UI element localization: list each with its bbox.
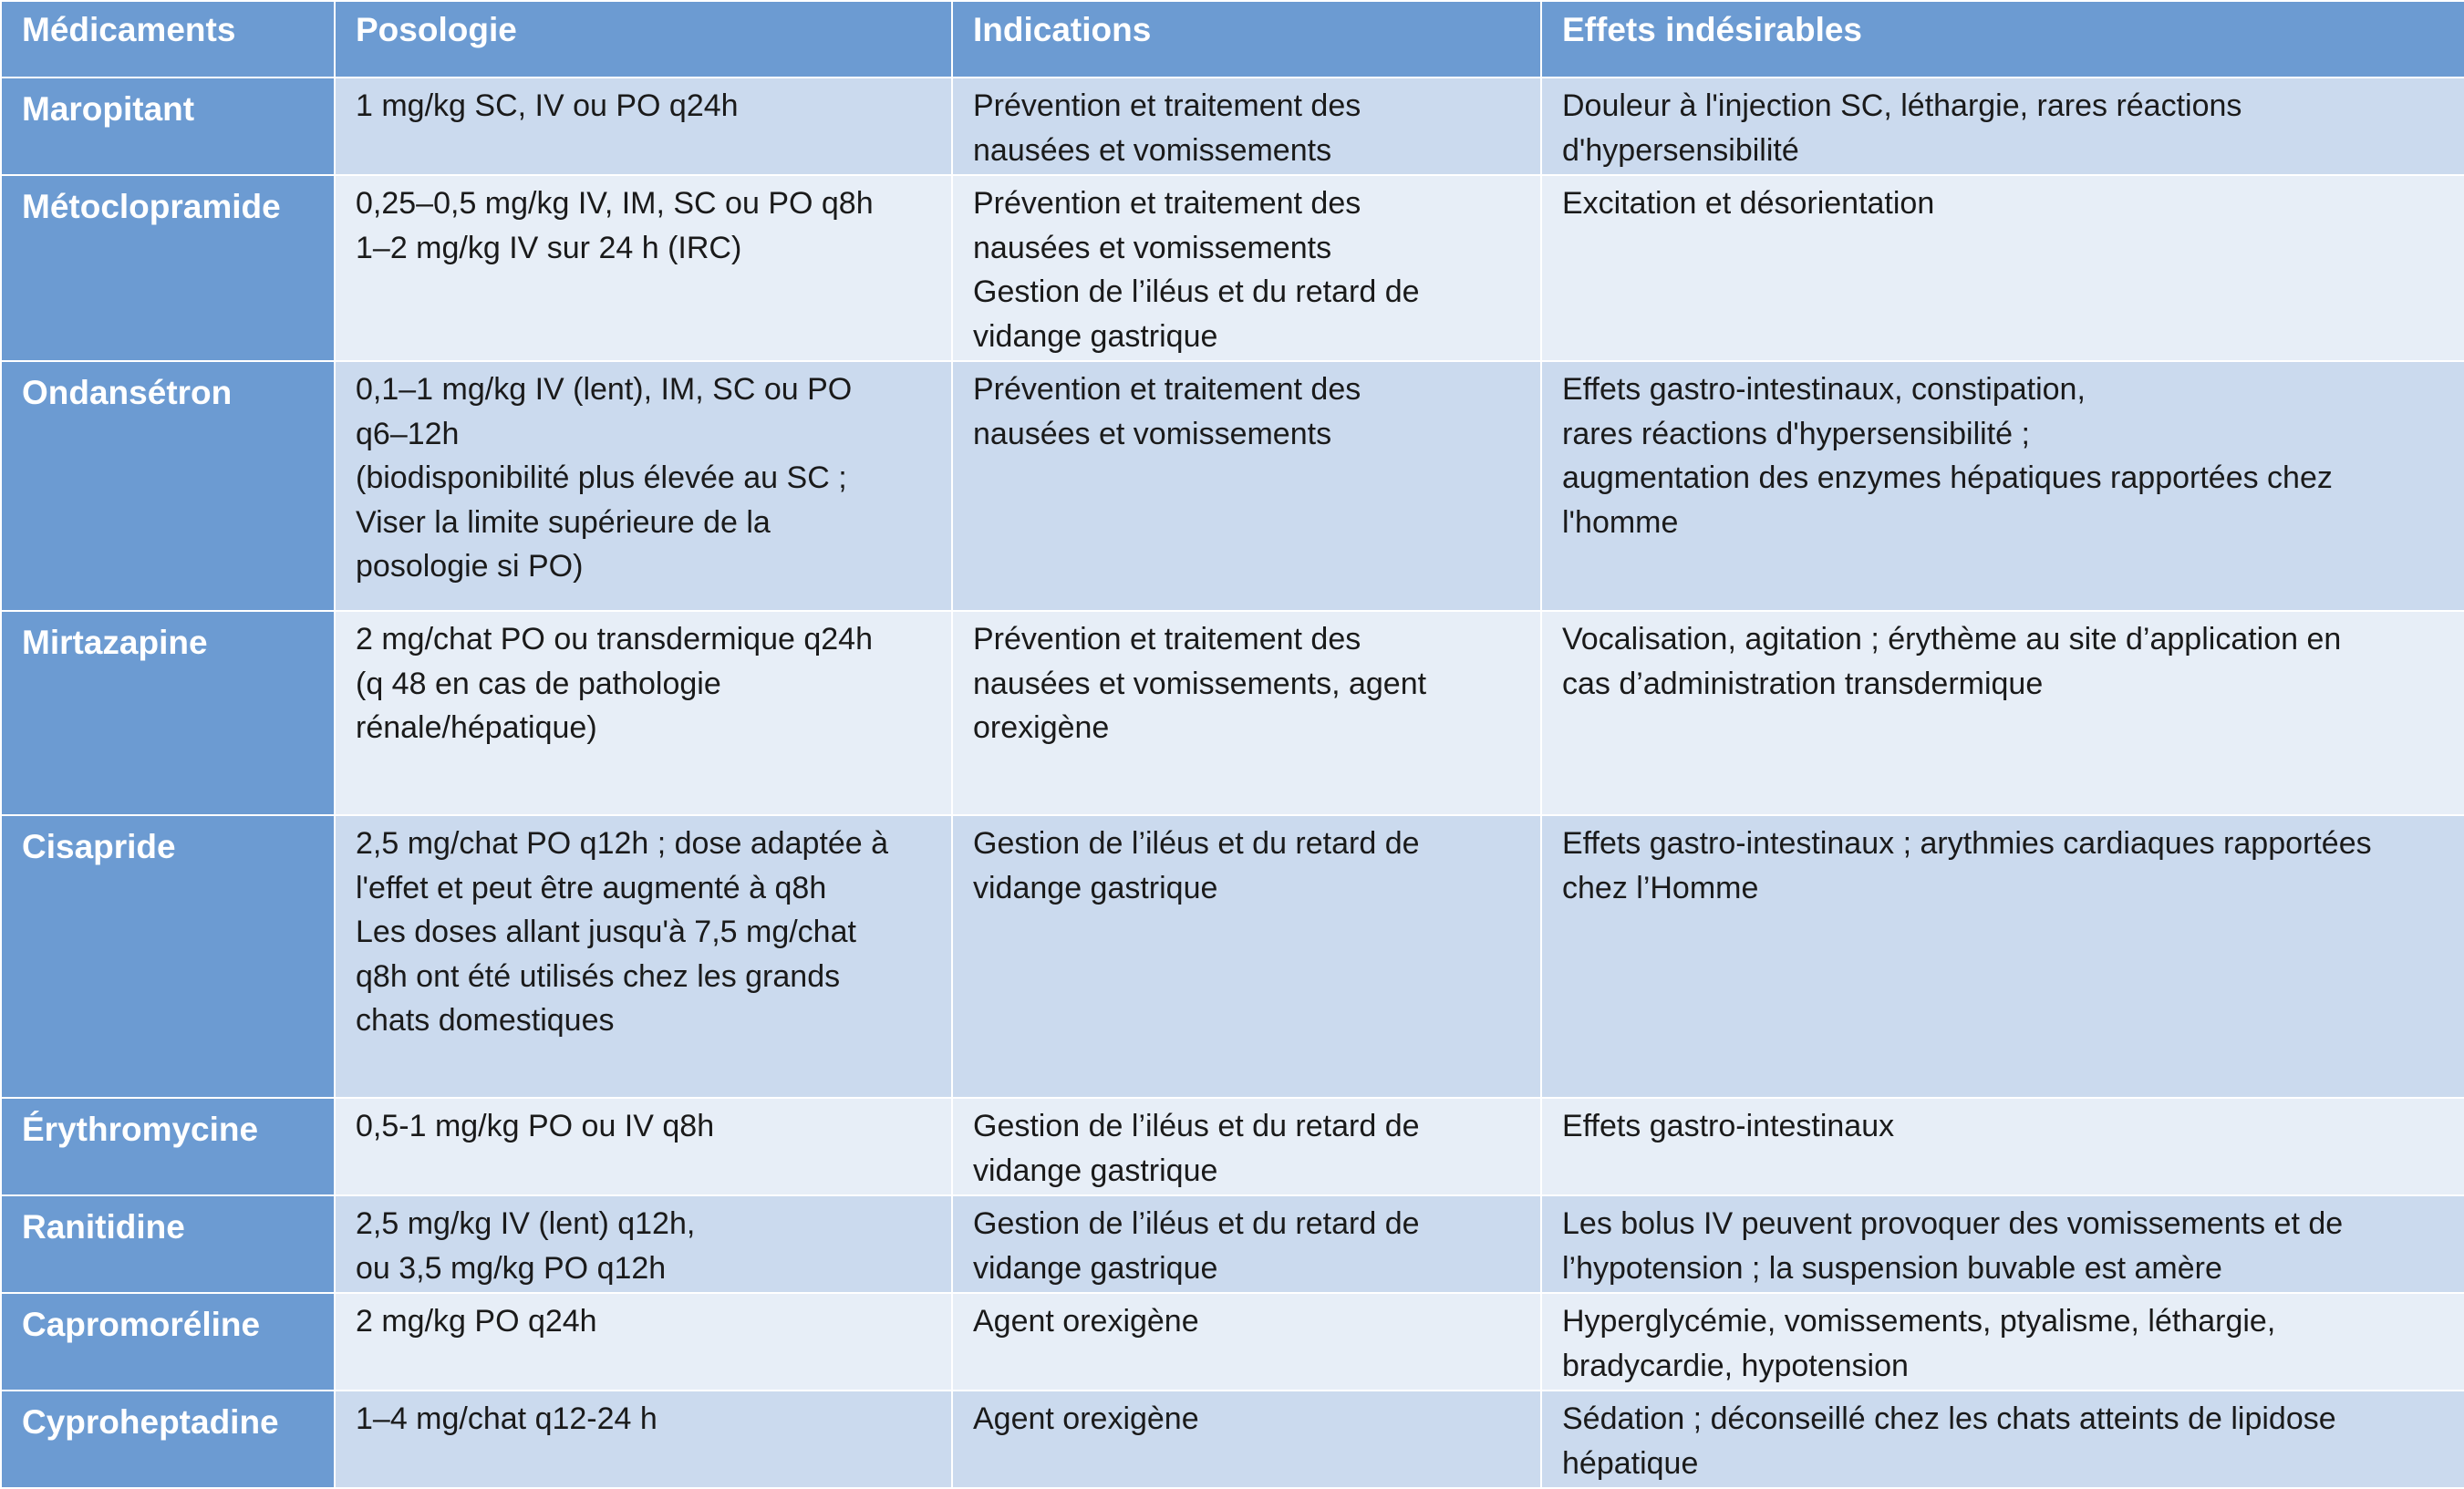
cell-line: 2 mg/chat PO ou transdermique q24h	[356, 622, 873, 657]
cell-line: d'hypersensibilité	[1562, 132, 1799, 168]
cell-line: Vocalisation, agitation ; érythème au site d’application en	[1562, 622, 2342, 657]
effects-cell	[1541, 1098, 2464, 1195]
cell-line: nausées et vomissements	[973, 132, 1332, 168]
effects-cell	[1541, 175, 2464, 361]
drug-name-cell: Métoclopramide	[1, 175, 335, 361]
header-posologie: Posologie	[335, 1, 952, 78]
posology-cell	[335, 1098, 952, 1195]
cell-line: 2 mg/kg PO q24h	[356, 1304, 597, 1339]
cell-line: Prévention et traitement des	[973, 186, 1361, 221]
cell-line: posologie si PO)	[356, 549, 584, 584]
posology-cell	[335, 1195, 952, 1293]
cell-line: Douleur à l'injection SC, léthargie, rares réactions	[1562, 88, 2242, 123]
cell-line: 1–4 mg/chat q12-24 h	[356, 1401, 657, 1436]
indications-cell	[952, 175, 1541, 361]
table-row	[1, 1195, 2464, 1293]
cell-line: nausées et vomissements	[973, 416, 1332, 451]
cell-line: Viser la limite supérieure de la	[356, 504, 771, 540]
cell-line: rénale/hépatique)	[356, 710, 597, 745]
drug-name-cell: Cyproheptadine	[1, 1391, 335, 1488]
cell-line: vidange gastrique	[973, 1153, 1218, 1188]
drug-name-cell: Capromoréline	[1, 1293, 335, 1391]
cell-line: ou 3,5 mg/kg PO q12h	[356, 1250, 667, 1286]
header-medicaments: Médicaments	[1, 1, 335, 78]
effects-cell	[1541, 1195, 2464, 1293]
posology-cell	[335, 1293, 952, 1391]
cell-line: Sédation ; déconseillé chez les chats atteints de lipidose	[1562, 1401, 2336, 1436]
cell-line: chats domestiques	[356, 1003, 615, 1038]
indications-cell	[952, 78, 1541, 175]
cell-line: Gestion de l’iléus et du retard de	[973, 826, 1420, 861]
cell-line: vidange gastrique	[973, 318, 1218, 354]
cell-line: 0,5-1 mg/kg PO ou IV q8h	[356, 1109, 715, 1143]
cell-line: vidange gastrique	[973, 1250, 1218, 1286]
indications-cell	[952, 611, 1541, 815]
cell-line: Les bolus IV peuvent provoquer des vomissements et de	[1562, 1206, 2344, 1241]
cell-line: rares réactions d'hypersensibilité ;	[1562, 416, 2030, 451]
cell-line: Gestion de l’iléus et du retard de	[973, 1109, 1420, 1143]
indications-cell	[952, 1293, 1541, 1391]
cell-line: (q 48 en cas de pathologie	[356, 666, 721, 701]
table-body	[1, 78, 2464, 1488]
header-row	[1, 1, 2464, 78]
header-indications: Indications	[952, 1, 1541, 78]
cell-line: cas d’administration transdermique	[1562, 666, 2044, 701]
effects-cell	[1541, 361, 2464, 611]
posology-cell	[335, 175, 952, 361]
table-row	[1, 361, 2464, 611]
drug-name-cell: Ondansétron	[1, 361, 335, 611]
posology-cell	[335, 611, 952, 815]
cell-line: Excitation et désorientation	[1562, 186, 1935, 221]
cell-line: augmentation des enzymes hépatiques rapportées chez	[1562, 460, 2333, 495]
indications-cell	[952, 815, 1541, 1098]
cell-line: Prévention et traitement des	[973, 622, 1361, 657]
cell-line: l’hypotension ; la suspension buvable est amère	[1562, 1250, 2222, 1286]
effects-cell	[1541, 78, 2464, 175]
effects-cell	[1541, 1293, 2464, 1391]
table-row	[1, 1293, 2464, 1391]
indications-cell	[952, 1391, 1541, 1488]
cell-line: nausées et vomissements	[973, 230, 1332, 265]
table-row	[1, 1098, 2464, 1195]
cell-line: hépatique	[1562, 1445, 1699, 1481]
table-row	[1, 1391, 2464, 1488]
cell-line: 2,5 mg/chat PO q12h ; dose adaptée à	[356, 826, 889, 861]
effects-cell	[1541, 1391, 2464, 1488]
cell-line: orexigène	[973, 710, 1110, 745]
cell-line: Agent orexigène	[973, 1401, 1199, 1436]
cell-line: Prévention et traitement des	[973, 88, 1361, 123]
drug-name-cell: Érythromycine	[1, 1098, 335, 1195]
cell-line: Agent orexigène	[973, 1304, 1199, 1339]
drug-name-cell: Ranitidine	[1, 1195, 335, 1293]
cell-line: Effets gastro-intestinaux ; arythmies cardiaques rapportées	[1562, 826, 2372, 861]
indications-cell	[952, 1098, 1541, 1195]
cell-line: 2,5 mg/kg IV (lent) q12h,	[356, 1206, 696, 1241]
posology-cell	[335, 1391, 952, 1488]
posology-cell	[335, 361, 952, 611]
cell-line: l'effet et peut être augmenté à q8h	[356, 870, 827, 905]
cell-line: q6–12h	[356, 416, 460, 451]
cell-line: q8h ont été utilisés chez les grands	[356, 958, 841, 994]
indications-cell	[952, 361, 1541, 611]
header-effets: Effets indésirables	[1541, 1, 2464, 78]
cell-line: bradycardie, hypotension	[1562, 1348, 1909, 1383]
table-row	[1, 175, 2464, 361]
cell-line: Les doses allant jusqu'à 7,5 mg/chat	[356, 915, 856, 949]
drug-name-cell: Maropitant	[1, 78, 335, 175]
table-row	[1, 611, 2464, 815]
cell-line: 0,1–1 mg/kg IV (lent), IM, SC ou PO	[356, 372, 853, 407]
cell-line: (biodisponibilité plus élevée au SC ;	[356, 460, 847, 495]
cell-line: 1 mg/kg SC, IV ou PO q24h	[356, 88, 739, 123]
drug-name-cell: Mirtazapine	[1, 611, 335, 815]
cell-line: Prévention et traitement des	[973, 372, 1361, 407]
cell-line: chez l’Homme	[1562, 870, 1759, 905]
indications-cell	[952, 1195, 1541, 1293]
table-row	[1, 78, 2464, 175]
cell-line: Effets gastro-intestinaux, constipation,	[1562, 372, 2086, 407]
effects-cell	[1541, 611, 2464, 815]
effects-cell	[1541, 815, 2464, 1098]
drug-name-cell: Cisapride	[1, 815, 335, 1098]
cell-line: Effets gastro-intestinaux	[1562, 1109, 1895, 1143]
posology-cell	[335, 78, 952, 175]
cell-line: nausées et vomissements, agent	[973, 666, 1427, 701]
cell-line: Gestion de l’iléus et du retard de	[973, 274, 1420, 309]
cell-line: l'homme	[1562, 504, 1679, 540]
cell-line: vidange gastrique	[973, 870, 1218, 905]
cell-line: 1–2 mg/kg IV sur 24 h (IRC)	[356, 230, 742, 265]
cell-line: 0,25–0,5 mg/kg IV, IM, SC ou PO q8h	[356, 186, 874, 221]
cell-line: Hyperglycémie, vomissements, ptyalisme, léthargie,	[1562, 1304, 2276, 1339]
table-row	[1, 815, 2464, 1098]
cell-line: Gestion de l’iléus et du retard de	[973, 1206, 1420, 1241]
posology-cell	[335, 815, 952, 1098]
